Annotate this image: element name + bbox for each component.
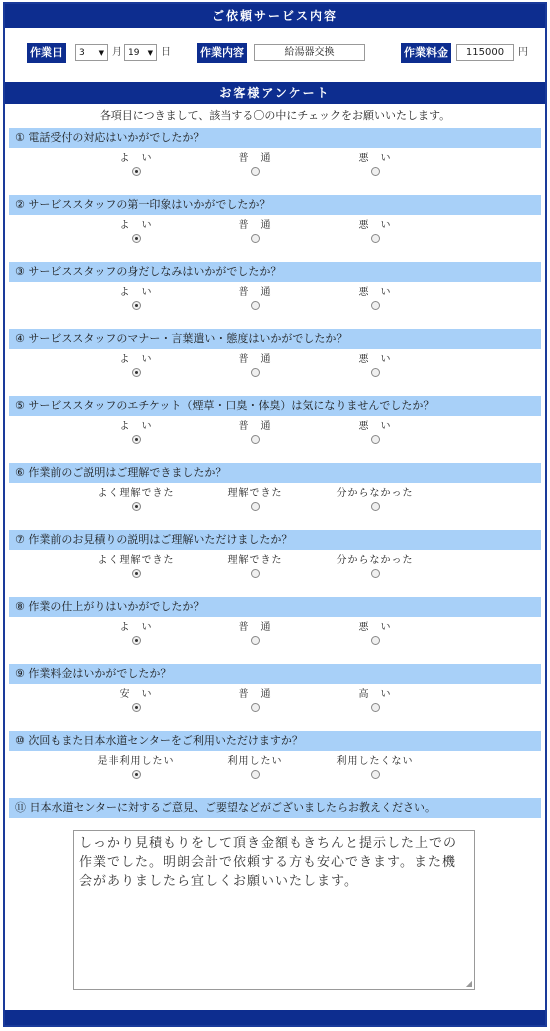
question-11-title: ⑪ 日本水道センターに対するご意見、ご要望などがございましたらお教えください。: [9, 798, 541, 818]
day-select[interactable]: [124, 44, 157, 61]
radio-button[interactable]: [251, 301, 260, 310]
radio-button[interactable]: [371, 368, 380, 377]
service-section-title: ご依頼サービス内容: [5, 4, 545, 28]
question-11: [5, 798, 545, 988]
option-label: 分からなかった: [336, 555, 414, 566]
radio-button[interactable]: [371, 234, 380, 243]
option[interactable]: [305, 755, 445, 782]
option-label: よ い: [119, 421, 153, 432]
question-title: ⑤ サービススタッフのエチケット（煙草・口臭・体臭）は気になりませんでしたか？: [9, 396, 541, 416]
question-9: [5, 664, 545, 731]
radio-button[interactable]: [251, 569, 260, 578]
work-fee-field[interactable]: 115000: [456, 44, 514, 61]
radio-button[interactable]: [371, 301, 380, 310]
bottom-bar: [5, 1010, 545, 1025]
radio-button[interactable]: [132, 636, 141, 645]
question-title: ③ サービススタッフの身だしなみはいかがでしたか？: [9, 262, 541, 282]
radio-button[interactable]: [371, 636, 380, 645]
comment-textarea[interactable]: [73, 830, 475, 990]
option-label: 利用したい: [227, 756, 283, 767]
radio-button[interactable]: [371, 167, 380, 176]
radio-button[interactable]: [132, 368, 141, 377]
option[interactable]: [185, 554, 325, 581]
option[interactable]: [305, 420, 445, 447]
option-label: 普 通: [238, 689, 272, 700]
option-label: よ い: [119, 354, 153, 365]
option[interactable]: [185, 487, 325, 514]
month-unit: 月: [112, 47, 122, 58]
question-5: [5, 396, 545, 463]
option[interactable]: [305, 554, 445, 581]
radio-button[interactable]: [132, 770, 141, 779]
option-label: 分からなかった: [336, 488, 414, 499]
chevron-down-icon: ▼: [98, 49, 104, 57]
question-6: [5, 463, 545, 530]
radio-button[interactable]: [371, 502, 380, 511]
work-content-label: 作業内容: [197, 43, 247, 63]
radio-button[interactable]: [251, 368, 260, 377]
option-label: 悪 い: [358, 287, 392, 298]
option-label: 普 通: [238, 220, 272, 231]
option[interactable]: [185, 286, 325, 313]
option-label: よ い: [119, 153, 153, 164]
day-unit: 日: [161, 47, 171, 58]
radio-button[interactable]: [251, 502, 260, 511]
option-label: 高 い: [358, 689, 392, 700]
option-label: 安 い: [119, 689, 153, 700]
work-content-field[interactable]: 給湯器交換: [254, 44, 365, 61]
chevron-down-icon: ▼: [147, 49, 153, 57]
service-details-row: [5, 28, 545, 82]
option[interactable]: [185, 420, 325, 447]
radio-button[interactable]: [132, 703, 141, 712]
question-title: ⑨ 作業料金はいかがでしたか？: [9, 664, 541, 684]
option-label: 普 通: [238, 287, 272, 298]
radio-button[interactable]: [132, 569, 141, 578]
option[interactable]: [305, 487, 445, 514]
resize-handle-icon[interactable]: ◢: [465, 979, 473, 988]
radio-button[interactable]: [251, 636, 260, 645]
option-label: 利用したくない: [336, 756, 414, 767]
option[interactable]: [185, 621, 325, 648]
option-label: 悪 い: [358, 622, 392, 633]
option-label: よ い: [119, 287, 153, 298]
option-label: 悪 い: [358, 220, 392, 231]
comment-text: しっかり見積もりをして頂き金額もきちんと提示した上での作業でした。明朗会計で依頼する方も安心できます。また機会がありましたら宜しくお願いいたします。: [79, 836, 458, 889]
question-1: [5, 128, 545, 195]
question-title: ⑧ 作業の仕上がりはいかがでしたか？: [9, 597, 541, 617]
question-3: [5, 262, 545, 329]
option-label: よ い: [119, 220, 153, 231]
radio-button[interactable]: [132, 502, 141, 511]
radio-button[interactable]: [251, 703, 260, 712]
work-fee-label: 作業料金: [401, 43, 451, 63]
option[interactable]: [185, 755, 325, 782]
radio-button[interactable]: [251, 435, 260, 444]
option-label: 理解できた: [227, 488, 283, 499]
month-select[interactable]: [75, 44, 108, 61]
question-list: [5, 128, 545, 798]
option[interactable]: [305, 152, 445, 179]
option[interactable]: [305, 688, 445, 715]
month-value: 3: [79, 48, 85, 58]
radio-button[interactable]: [132, 167, 141, 176]
question-title: ⑩ 次回もまた日本水道センターをご利用いただけますか？: [9, 731, 541, 751]
option-label: よく理解できた: [97, 555, 175, 566]
option-label: 悪 い: [358, 153, 392, 164]
option-label: 悪 い: [358, 421, 392, 432]
question-title: ⑥ 作業前のご説明はご理解できましたか？: [9, 463, 541, 483]
option[interactable]: [305, 621, 445, 648]
question-8: [5, 597, 545, 664]
work-date-label: 作業日: [27, 43, 66, 63]
radio-button[interactable]: [371, 703, 380, 712]
option-label: 普 通: [238, 622, 272, 633]
survey-section-title: お客様アンケート: [5, 82, 545, 104]
question-title: ② サービススタッフの第一印象はいかがでしたか？: [9, 195, 541, 215]
radio-button[interactable]: [132, 435, 141, 444]
question-10: [5, 731, 545, 798]
option[interactable]: [185, 152, 325, 179]
question-2: [5, 195, 545, 262]
day-value: 19: [128, 48, 140, 58]
option-label: 悪 い: [358, 354, 392, 365]
radio-button[interactable]: [371, 770, 380, 779]
option[interactable]: [305, 286, 445, 313]
option-label: 普 通: [238, 354, 272, 365]
fee-unit: 円: [518, 47, 528, 58]
option[interactable]: [185, 353, 325, 380]
option-label: 理解できた: [227, 555, 283, 566]
question-4: [5, 329, 545, 396]
option-label: 普 通: [238, 153, 272, 164]
option-label: 是非利用したい: [97, 756, 175, 767]
question-title: ① 電話受付の対応はいかがでしたか？: [9, 128, 541, 148]
option[interactable]: [305, 219, 445, 246]
question-7: [5, 530, 545, 597]
radio-button[interactable]: [251, 167, 260, 176]
option[interactable]: [185, 688, 325, 715]
option-label: よく理解できた: [97, 488, 175, 499]
radio-button[interactable]: [371, 569, 380, 578]
option-label: 普 通: [238, 421, 272, 432]
question-title: ⑦ 作業前のお見積りの説明はご理解いただけましたか？: [9, 530, 541, 550]
option[interactable]: [305, 353, 445, 380]
radio-button[interactable]: [251, 770, 260, 779]
option[interactable]: [185, 219, 325, 246]
radio-button[interactable]: [371, 435, 380, 444]
option-label: よ い: [119, 622, 153, 633]
radio-button[interactable]: [251, 234, 260, 243]
question-title: ④ サービススタッフのマナー・言葉遣い・態度はいかがでしたか？: [9, 329, 541, 349]
radio-button[interactable]: [132, 234, 141, 243]
radio-button[interactable]: [132, 301, 141, 310]
survey-form: [3, 2, 547, 1027]
survey-intro: 各項目につきまして、該当する〇の中にチェックをお願いいたします。: [99, 109, 451, 122]
